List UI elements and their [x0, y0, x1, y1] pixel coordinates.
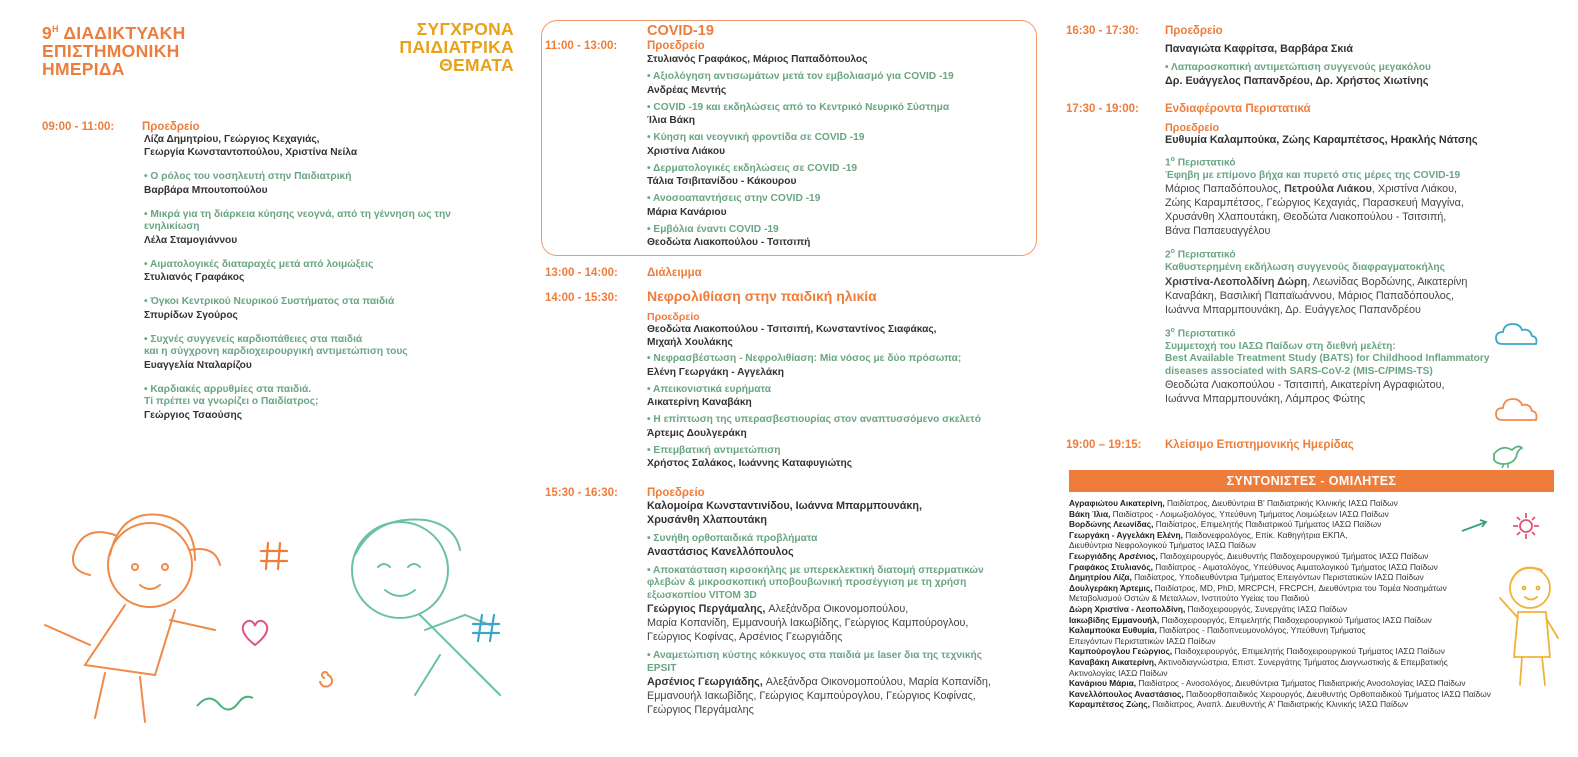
moderator-entry: Δουλγεράκη Άρτεμις, Παιδίατρος, MD, PhD, MRCPCH, FRCPCH, Διευθύντρια του Τομέα Νοσημάτων: [1069, 582, 1447, 593]
squiggle-icon: [195, 690, 255, 712]
talk-item: • Απεικονιστικά ευρήματα Αικατερίνη Καναβάκη: [647, 383, 771, 408]
closing-session: 19:00 – 19:15: Κλείσιμο Επιστημονικής Ημερίδας: [1066, 439, 1354, 451]
moderator-entry: Βορδώνης Λεωνίδας, Παιδίατρος, Επιμελητής Παιδιατρικού Τμήματος ΙΑΣΩ Παίδων: [1069, 519, 1382, 530]
talk-item: • Όγκοι Κεντρικού Νευρικού Συστήματος στα παιδιά Σπυρίδων Σγούρος: [144, 296, 395, 321]
talk-item: • Αξιολόγηση αντισωμάτων μετά τον εμβολιασμό για COVID -19 Ανδρέας Μεντής: [647, 71, 954, 96]
talk-item: • Καρδιακές αρρυθμίες στα παιδιά. Τί πρέπει να γνωρίζει ο Παιδίατρος; Γεώργιος Τσαούσης: [144, 383, 319, 421]
chair-label: Προεδρείο: [142, 121, 200, 133]
arrow-icon: [1460, 518, 1490, 534]
talk-item: • Συχνές συγγενείς καρδιοπάθειες στα παιδιά και η σύγχρονη καρδιοχειρουργική αντιμετώπιση τους Ευαγγελία Νταλαρίζου: [144, 333, 408, 371]
session-s1: [1066, 25, 1566, 88]
session-time: 14:00 - 15:30:: [545, 292, 618, 304]
talk-item: • Επεμβατική αντιμετώπιση Χρήστος Σαλάκος, Ιωάννης Καταφυγιώτης: [647, 444, 853, 469]
case-1: $1^o$ Περιστατικό Έφηβη με επίμονο βήχα και πυρετό στις μέρες της COVID-19 Μάριος Παπαδόπουλος, Πετρούλα Λιάκου, Χριστίνα Λιάκου, Ζώης Καραμπέτσος, Γεώργιος Κεχαγιάς, Παρασκευή Μαγγίνα, Χρυσάνθη Χλαπουτάκη, Θεοδώτα Λιακοπούλου - Τσιτσιπή, Βάνα Παπαευαγγέλου: [1165, 156, 1464, 238]
moderator-entry: Καλαμπούκα Ευθυμία, Παιδίατρος - Παιδοπνευμονολόγος, Υπεύθυνη Τμήματος: [1069, 625, 1366, 636]
chairs: Ευθυμία Καλαμπούκα, Ζώης Καραμπέτσος, Ηρακλής Νάτσης: [1165, 134, 1478, 146]
session-title: Ενδιαφέροντα Περιστατικά: [1165, 103, 1311, 115]
moderator-entry: Βάκη Ίλια, Παιδίατρος - Λοιμωξιολόγος, Υπεύθυνη Τμήματος Λοιμώξεων ΙΑΣΩ Παίδων: [1069, 508, 1389, 519]
nephro-session: [545, 288, 1035, 470]
moderator-entry: Δώρη Χριστίνα - Λεοπολδίνη, Παιδοχειρουργός, Συνεργάτις ΙΑΣΩ Παίδων: [1069, 603, 1348, 614]
chair-label: Προεδρείο: [647, 311, 700, 323]
talk-item: • Νεφρασβέστωση - Νεφρολιθίαση: Μία νόσος με δύο πρόσωπα; Ελένη Γεωργάκη - Αγγελάκη: [647, 353, 962, 378]
covid-title: COVID-19: [647, 23, 714, 39]
boy-illustration: [1492, 560, 1562, 690]
moderator-entry: Επειγόντων Περιστατικών ΙΑΣΩ Παίδων: [1069, 635, 1216, 646]
heart-icon: [238, 615, 272, 649]
ortho-session: [545, 487, 1035, 717]
case-2: $2^o$ Περιστατικό Καθυστερημένη εκδήλωση συγγενούς διαφραγματοκήλης Χριστίνα-Λεοπολδίνη Δώρη, Λεωνίδας Βορδώνης, Αικατερίνη Καναβάκη, Βασιλική Παπαϊωάννου, Μάριος Παπαδόπουλος, Ιωάννα Μπαρμπουνάκη, Δρ. Ευάγγελος Παπανδρέου: [1165, 248, 1468, 316]
chairs: Γεωργία Κωνσταντοπούλου, Χριστίνα Νείλα: [144, 147, 358, 158]
session-time: 15:30 - 16:30:: [545, 487, 618, 499]
chairs: Καλομοίρα Κωνσταντινίδου, Ιωάννα Μπαρμπουνάκη,: [647, 500, 923, 512]
talk-item: • Αιματολογικές διαταραχές μετά από λοιμώξεις Στυλιανός Γραφάκος: [144, 258, 374, 283]
bird-icon: [1490, 440, 1524, 468]
talk-item: • Συνήθη ορθοπαιδικά προβλήματα Αναστάσιος Κανελλόπουλος: [647, 533, 818, 558]
header-left-title: $9^H$ ΔΙΑΔΙΚΤΥΑΚΗ ΕΠΙΣΤΗΜΟΝΙΚΗ ΗΜΕΡΙΔΑ: [42, 22, 186, 79]
cloud-icon: [1494, 318, 1538, 348]
moderator-entry: Αγραφιώτου Αικατερίνη, Παιδίατρος, Διευθύντρια Β' Παιδιατρικής Κλινικής ΙΑΣΩ Παίδων: [1069, 498, 1398, 508]
moderator-entry: Γεωργάκη - Αγγελάκη Ελένη, Παιδονεφρολόγος, Επίκ. Καθηγήτρια ΕΚΠΑ,: [1069, 529, 1348, 540]
moderator-entry: Γραφάκος Στυλιανός, Παιδίατρος - Αιματολόγος, Υπεύθυνος Αιματολογικού Τμήματος ΙΑΣΩ Παίδων: [1069, 561, 1438, 572]
session-time: 09:00 - 11:00:: [42, 121, 115, 133]
session-time: 16:30 - 17:30:: [1066, 25, 1139, 37]
talk-item: • Ο ρόλος του νοσηλευτή στην Παιδιατρική Βαρβάρα Μπουτοπούλου: [144, 171, 352, 196]
moderator-entry: Καραμπέτσος Ζώης, Παιδίατρος, Αναπλ. Διευθυντής Α' Παιδιατρικής Κλινικής ΙΑΣΩ Παίδων: [1069, 699, 1409, 710]
talk-item: • COVID -19 και εκδηλώσεις από το Κεντρικό Νευρικό Σύστημα Ίλια Βάκη: [647, 101, 950, 126]
chairs: Μιχαήλ Χουλάκης: [647, 337, 733, 348]
sun-icon: [1512, 512, 1540, 540]
hashtag-icon: [258, 540, 290, 572]
moderator-entry: Μεταβολισμού Οστών & Μεταλλων, Ινστιτούτο Υγείας του Παιδιού: [1069, 593, 1310, 604]
session-s2: [1066, 103, 1566, 406]
case-3: $3^o$ Περιστατικό Συμμετοχή του ΙΑΣΩ Παίδων στη διεθνή μελέτη: Best Available Treatment Study (BATS) for Childhood Inflammatory diseases associated with SARS-CoV-2 (MIS-C/PIMS-TS) Θεοδώτα Λιακοπούλου - Τσιτσιπή, Αικατερίνη Αγραφιώτου, Ιωάννα Μπαρμπουνάκη, Λάμπρος Φώτης: [1165, 326, 1490, 406]
cloud-icon: [1494, 392, 1538, 424]
break-session: 13:00 - 14:00: Διάλειμμα: [545, 267, 702, 279]
chair-label: Προεδρείο: [1165, 122, 1220, 134]
moderator-entry: Ιακωβίδης Εμμανουήλ, Παιδοχειρουργός, Επιμελητής Παιδοχειρουργικού Τμήματος ΙΑΣΩ Παίδων: [1069, 614, 1432, 625]
hashtag-icon: [470, 612, 502, 644]
chairs: Χρυσάνθη Χλαπουτάκη: [647, 514, 767, 526]
session-time: 11:00 - 13:00:: [545, 40, 618, 52]
session-1: [42, 121, 502, 422]
chairs: Λίζα Δημητρίου, Γεώργιος Κεχαγιάς,: [144, 134, 320, 145]
chairs: Παναγιώτα Καφρίτσα, Βαρβάρα Σκιά: [1165, 43, 1353, 55]
chair-label: Προεδρείο: [647, 40, 705, 52]
talk-item: • Κύηση και νεογνική φροντίδα σε COVID -19 Χριστίνα Λιάκου: [647, 132, 865, 157]
chair-label: Προεδρείο: [647, 487, 705, 499]
chairs: Στυλιανός Γραφάκος, Μάριος Παπαδόπουλος: [647, 54, 868, 65]
moderators-banner: ΣΥΝΤΟΝΙΣΤΕΣ - ΟΜΙΛΗΤΕΣ: [1069, 470, 1554, 492]
talk-title: • Λαπαροσκοπική αντιμετώπιση συγγενούς μεγακόλου: [1165, 62, 1431, 73]
talk-item: • Αναμετώπιση κύστης κόκκυγος στα παιδιά με laser δια της τεχνικής EPSIT Αρσένιος Γεωργιάδης, Αλεξάνδρα Οικονομοπούλου, Μαρία Κοπανίδη, Εμμανουήλ Ιακωβίδης, Γεώργιος Καμπούρογλου, Γεώργιος Κοφίνας, Γεώργιος Περγάμαλης: [647, 650, 991, 716]
talk-item: • Αποκατάσταση κιρσοκήλης με υπερεκλεκτική διατομή σπερματικών φλεβών & μικροσκοπική υποβουβωνική προσέγγιση με τη χρήση εξωσκοπίου VITOM 3D Γεώργιος Περγάμαλης, Αλεξάνδρα Οικονομοπούλου, Μαρία Κοπανίδη, Εμμανουήλ Ιακωβίδης, Γεώργιος Καμπούρογλου, Γεώργιος Κοφίνας, Αρσένιος Γεωργιάδης: [647, 564, 984, 643]
talk-item: • Μικρά για τη διάρκεια κύησης νεογνά, από τη γέννηση ως την ενηλικίωση Λέλα Σταμογιάννου: [144, 208, 451, 246]
moderator-entry: Δημητρίου Λίζα, Παιδίατρος, Υποδιευθύντρια Τμήματος Επειγόντων Περιστατικών ΙΑΣΩ Παίδων: [1069, 572, 1424, 583]
moderator-entry: Κανάριου Μάρια, Παιδίατρος - Ανοσολόγος, Διευθύντρια Τμήματος Παιδιατρικής Ανοσολογίας ΙΑΣΩ Παίδων: [1069, 678, 1466, 689]
talk-item: • Ανοσοαπαντήσεις στην COVID -19 Μάρια Κανάριου: [647, 193, 821, 218]
covid-session: [545, 23, 1035, 249]
talk-item: • Δερματολογικές εκδηλώσεις σε COVID -19 Τάλια Τσιβιτανίδου - Κάκουρου: [647, 162, 858, 187]
moderator-entry: Γεωργιάδης Αρσένιος, Παιδοχειρουργός, Διευθυντής Παιδοχειρουργικού Τμήματος ΙΑΣΩ Παίδων: [1069, 550, 1429, 561]
moderator-entry: Κανελλόπουλος Αναστάσιος, Παιδοορθοπαιδικός Χειρουργός, Διευθυντής Ορθοπαιδικού Τμήματος ΙΑΣΩ Παίδων: [1069, 688, 1491, 699]
moderator-entry: Διευθύντρια Νεφρολογικού Τμήματος ΙΑΣΩ Παίδων: [1069, 540, 1256, 551]
session-title: Νεφρολιθίαση στην παιδική ηλικία: [647, 288, 877, 304]
moderator-entry: Ακτινολογίας ΙΑΣΩ Παίδων: [1069, 667, 1168, 678]
moderator-entry: Καναβάκη Αικατερίνη, Ακτινοδιαγνώστρια, Επιστ. Συνεργάτης Τμήματος Διαγνωστικής & Επεμβατικής: [1069, 656, 1448, 667]
session-time: 17:30 - 19:00:: [1066, 103, 1139, 115]
chairs: Θεοδώτα Λιακοπούλου - Τσιτσιπή, Κωνσταντίνος Σιαφάκας,: [647, 324, 937, 335]
talk-item: • Εμβόλια έναντι COVID -19 Θεοδώτα Λιακοπούλου - Τσιτσιπή: [647, 223, 811, 248]
moderator-entry: Καμπούρογλου Γεώργιος, Παιδοχειρουργός, Επιμελητής Παιδοχειρουργικού Τμήματος ΙΑΣΩ Παίδων: [1069, 646, 1445, 657]
talk-speaker: Δρ. Ευάγγελος Παπανδρέου, Δρ. Χρήστος Χιωτίνης: [1165, 74, 1429, 87]
talk-item: • Η επίπτωση της υπερασβεστιουρίας στον αναπτυσσόμενο σκελετό Άρτεμις Δουλγεράκη: [647, 414, 981, 439]
chair-label: Προεδρείο: [1165, 25, 1223, 37]
header-right-title: ΣΥΓΧΡΟΝΑ ΠΑΙΔΙΑΤΡΙΚΑ ΘΕΜΑΤΑ: [399, 19, 514, 75]
